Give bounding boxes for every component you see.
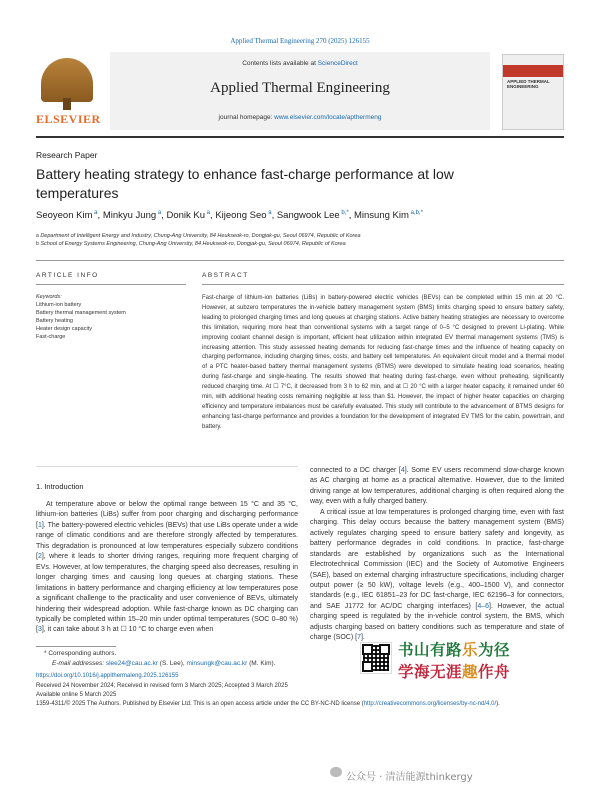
keyword-item: Lithium-ion battery [36,302,82,308]
license-link[interactable]: http://creativecommons.org/licenses/by-nc-nd/4.0/ [363,701,497,707]
header-rule [36,136,564,138]
author-separator: , [161,210,167,221]
keywords-label: Keywords: [36,294,62,300]
author-separator: , [210,210,216,221]
introduction-heading: 1. Introduction [36,482,84,491]
body-text: ]. However, the actual charging speed is regulated by the in-vehicle control system, the BMS, which adjusts charging based on battery conditions such as temperature and state of charge (SOC) [ [310,602,564,642]
citation-link[interactable]: 4 [400,467,405,474]
corresponding-note: * Corresponding authors. [44,650,117,657]
abstract-text: Fast-charge of lithium-ion batteries (LiBs) in battery-powered electric vehicles (BEVs) can be completed within 15 min at 20 °C. However, at subzero temperatures the in-vehicle battery management system (BMS) limits charging speed to ensure battery safety, leading to prolonged charging times and long queues at charging stations. Active battery heating strategies are necessary to overcome this limitation, requiring more heat than conventional systems with a target range of 0–5 °C designed to prevent Li-plating. While improving coolant channel design is important, efficient heat utilization within integrated EV thermal management systems (TMS) is increasing attention. This study assessed heating demands for reducing fast-charge times and the influence of heating capacity on charging performance, including charging times, costs, and battery cell temperatures. An equivalent circuit model and a thermal model of a PTC heater-based battery thermal management systems (BTMS) were developed to simulate heating load scenarios, heating during fast-charge and single-heating. The results showed that heating during fast-charge, even without preheating, significantly reduced charging time. At ☐ 7°C, it decreased from 3 h to 62 min, and at ☐ 20 °C with a larger heater capacity, it remained under 60 min, with additional heating costs remaining negligible at less than $1. However, the impact of higher heater capacities on charging efficiency and temperature imbalances must be carefully evaluated. This study will contribute to the advancement of BTMS designs for enhancing fast-charge performance and provides a foundation for the development of integrated EV TMS for the cabin, powertrain, and battery. [202,295,564,430]
elsevier-tree-icon [41,58,93,102]
homepage-link[interactable]: www.elsevier.com/locate/apthermeng [274,114,382,121]
email-link-kim[interactable]: minsungk@cau.ac.kr [186,660,248,667]
promo-line-2: 学海无涯趣作舟 [398,663,511,681]
intro-rule [36,466,298,467]
contents-line: Contents lists available at ScienceDirect [242,60,358,67]
author-name[interactable]: Minkyu Jung [102,210,157,221]
author-name[interactable]: Minsung Kim [354,210,409,221]
author-name[interactable]: Seoyeon Kim [36,210,93,221]
qr-corner-icon [379,644,390,655]
keyword-item: Battery thermal management system [36,310,126,316]
body-text: connected to a DC charger [ [310,467,401,474]
author-name[interactable]: Donik Ku [166,210,206,221]
article-title: Battery heating strategy to enhance fast-charge performance at low temperatures [36,166,454,201]
citation-link[interactable]: 7 [357,634,361,642]
watermark-text: 公众号 · 清洁能源thinkergy [346,772,473,783]
citation-link[interactable]: 1 [37,521,42,529]
journal-header [36,52,564,132]
elsevier-logo [36,58,101,128]
author-affiliation-mark: a [156,210,162,216]
author-name[interactable]: Sangwook Lee [276,210,340,221]
citation-link[interactable]: 3 [37,626,42,634]
intro-paragraph [310,466,564,508]
author-affiliation-mark: a [266,210,272,216]
intro-paragraph [310,508,564,644]
email-line: E-mail addresses: slee24@cau.ac.kr (S. Lee), minsungk@cau.ac.kr (M. Kim). [52,660,276,667]
citation-link[interactable]: 2 [37,553,42,561]
body-text: ]. [360,634,365,642]
doi-link[interactable]: https://doi.org/10.1016/j.applthermaleng.2025.126155 [36,673,179,679]
keyword-item: Fast-charge [36,334,66,340]
publication-dates: Received 24 November 2024; Received in revised form 3 March 2025; Accepted 3 March 2025 Available online 5 March 2025 1359-4311/© 2025 The Authors. Published by Elsevier Ltd. This is an open access article under the CC BY-NC-ND license (http://creativecommons.org/licenses/by-nc-nd/4.0/). [36,683,500,707]
journal-reference[interactable]: Applied Thermal Engineering 270 (2025) 126155 [230,37,370,45]
wechat-icon [330,767,342,777]
email-link-lee[interactable]: slee24@cau.ac.kr [105,660,158,667]
body-text: ], where it leads to shorter driving ranges, requiring more frequent charging of EVs. However, at low temperatures, the charging speed also decreases, resulting in longer charging times and causing long queues at charging stations. These limitations in battery performance and charging efficiency at low temperatures pose a significant challenge to the practicality and user convenience of BEVs, ultimately hindering their widespread adoption. While fast-charge known as DC charging can typically be completed within 15–20 min under optimal temperatures (SOC 0–80 %) [ [36,553,298,634]
author-separator: , [97,210,103,221]
journal-title: Applied Thermal Engineering [210,80,390,96]
abstract-rule [202,284,564,285]
author-list [36,210,423,221]
qr-code [360,642,392,674]
article-info-rule [36,284,186,285]
body-text: ]. The battery-powered electric vehicles (BEVs) that use LiBs operate under a wide range of climatic conditions and are therefore strongly affected by temperatures. This degradation is pronounced at low temperatures especially subzero conditions [ [36,521,298,561]
homepage-line: journal homepage: www.elsevier.com/locate/apthermeng [218,114,382,121]
intro-right-column [310,466,564,644]
abstract-heading: ABSTRACT [202,272,249,279]
body-text: ]. Some EV users recommend slow-charge known as AC charging at home as a practical alternative. However, due to the limited driving range at low temperatures, additional charging is often required along the way, even with a fully charged battery. [310,467,564,506]
author-name[interactable]: Kijeong Seo [215,210,267,221]
article-info-heading: ARTICLE INFO [36,272,99,279]
journal-banner [110,52,490,130]
qr-corner-icon [362,661,373,672]
elsevier-wordmark: ELSEVIER [36,112,101,126]
section-rule [36,260,564,261]
affiliation-a: a Department of Intelligent Energy and Industry, Chung-Ang University, 84 Heukseok-ro, Dongjak-gu, Seoul 06974, Republic of Korea [36,233,361,239]
body-text: At temperature above or below the optimal range between 15 °C and 35 °C, lithium-ion batteries (LiBs) suffer from poor charging and discharging performance [ [36,501,298,529]
author-affiliation-mark: a [92,210,98,216]
qr-corner-icon [362,644,373,655]
journal-cover-thumbnail [502,54,564,130]
article-type: Research Paper [36,150,98,160]
keyword-item: Heater design capacity [36,326,92,332]
author-separator: , [271,210,277,221]
keyword-item: Battery heating [36,318,73,324]
sciencedirect-link[interactable]: ScienceDirect [317,60,358,67]
body-text: A critical issue at low temperatures is prolonged charging time, even with fast charging. This delay occurs because the battery management system (BMS) actively regulates charging speed to ensure battery safety and longevity, as battery performance degrades in cold conditions. In practice, fast-charge standards are established by organizations such as the International Electrotechnical Commission (IEC) and the Society of Automotive Engineers (SAE), based on external charging infrastructure specifications, including charger output power (≥ 50 kW), voltage levels (e.g., 400–1500 V), and connector standards (e.g., IEC 61851–23 for DC fast-charge, IEC 62196–3 for connectors, and SAE J1772 for AC/DC charging interfaces) [ [310,508,564,610]
body-text: ], it can take about 3 h at ☐ 10 °C to charge even when [41,626,214,634]
author-affiliation-mark: a [205,210,211,216]
cover-title: APPLIED THERMAL ENGINEERING [507,79,550,90]
author-affiliation-mark: b,* [339,210,349,216]
footnote-rule [36,646,116,647]
author-separator: , [348,210,354,221]
cover-band [503,65,563,77]
author-affiliation-mark: a,b,* [408,210,423,216]
affiliation-b: b School of Energy Systems Engineering, Chung-Ang University, 84 Heukseok-ro, Dongjak-gu, Seoul 06974, Republic of Korea [36,241,346,247]
intro-left-column [36,500,298,636]
promo-line-1: 书山有路乐为径 [398,641,511,659]
citation-link[interactable]: 4–6 [477,602,489,610]
publication-info [36,672,326,681]
